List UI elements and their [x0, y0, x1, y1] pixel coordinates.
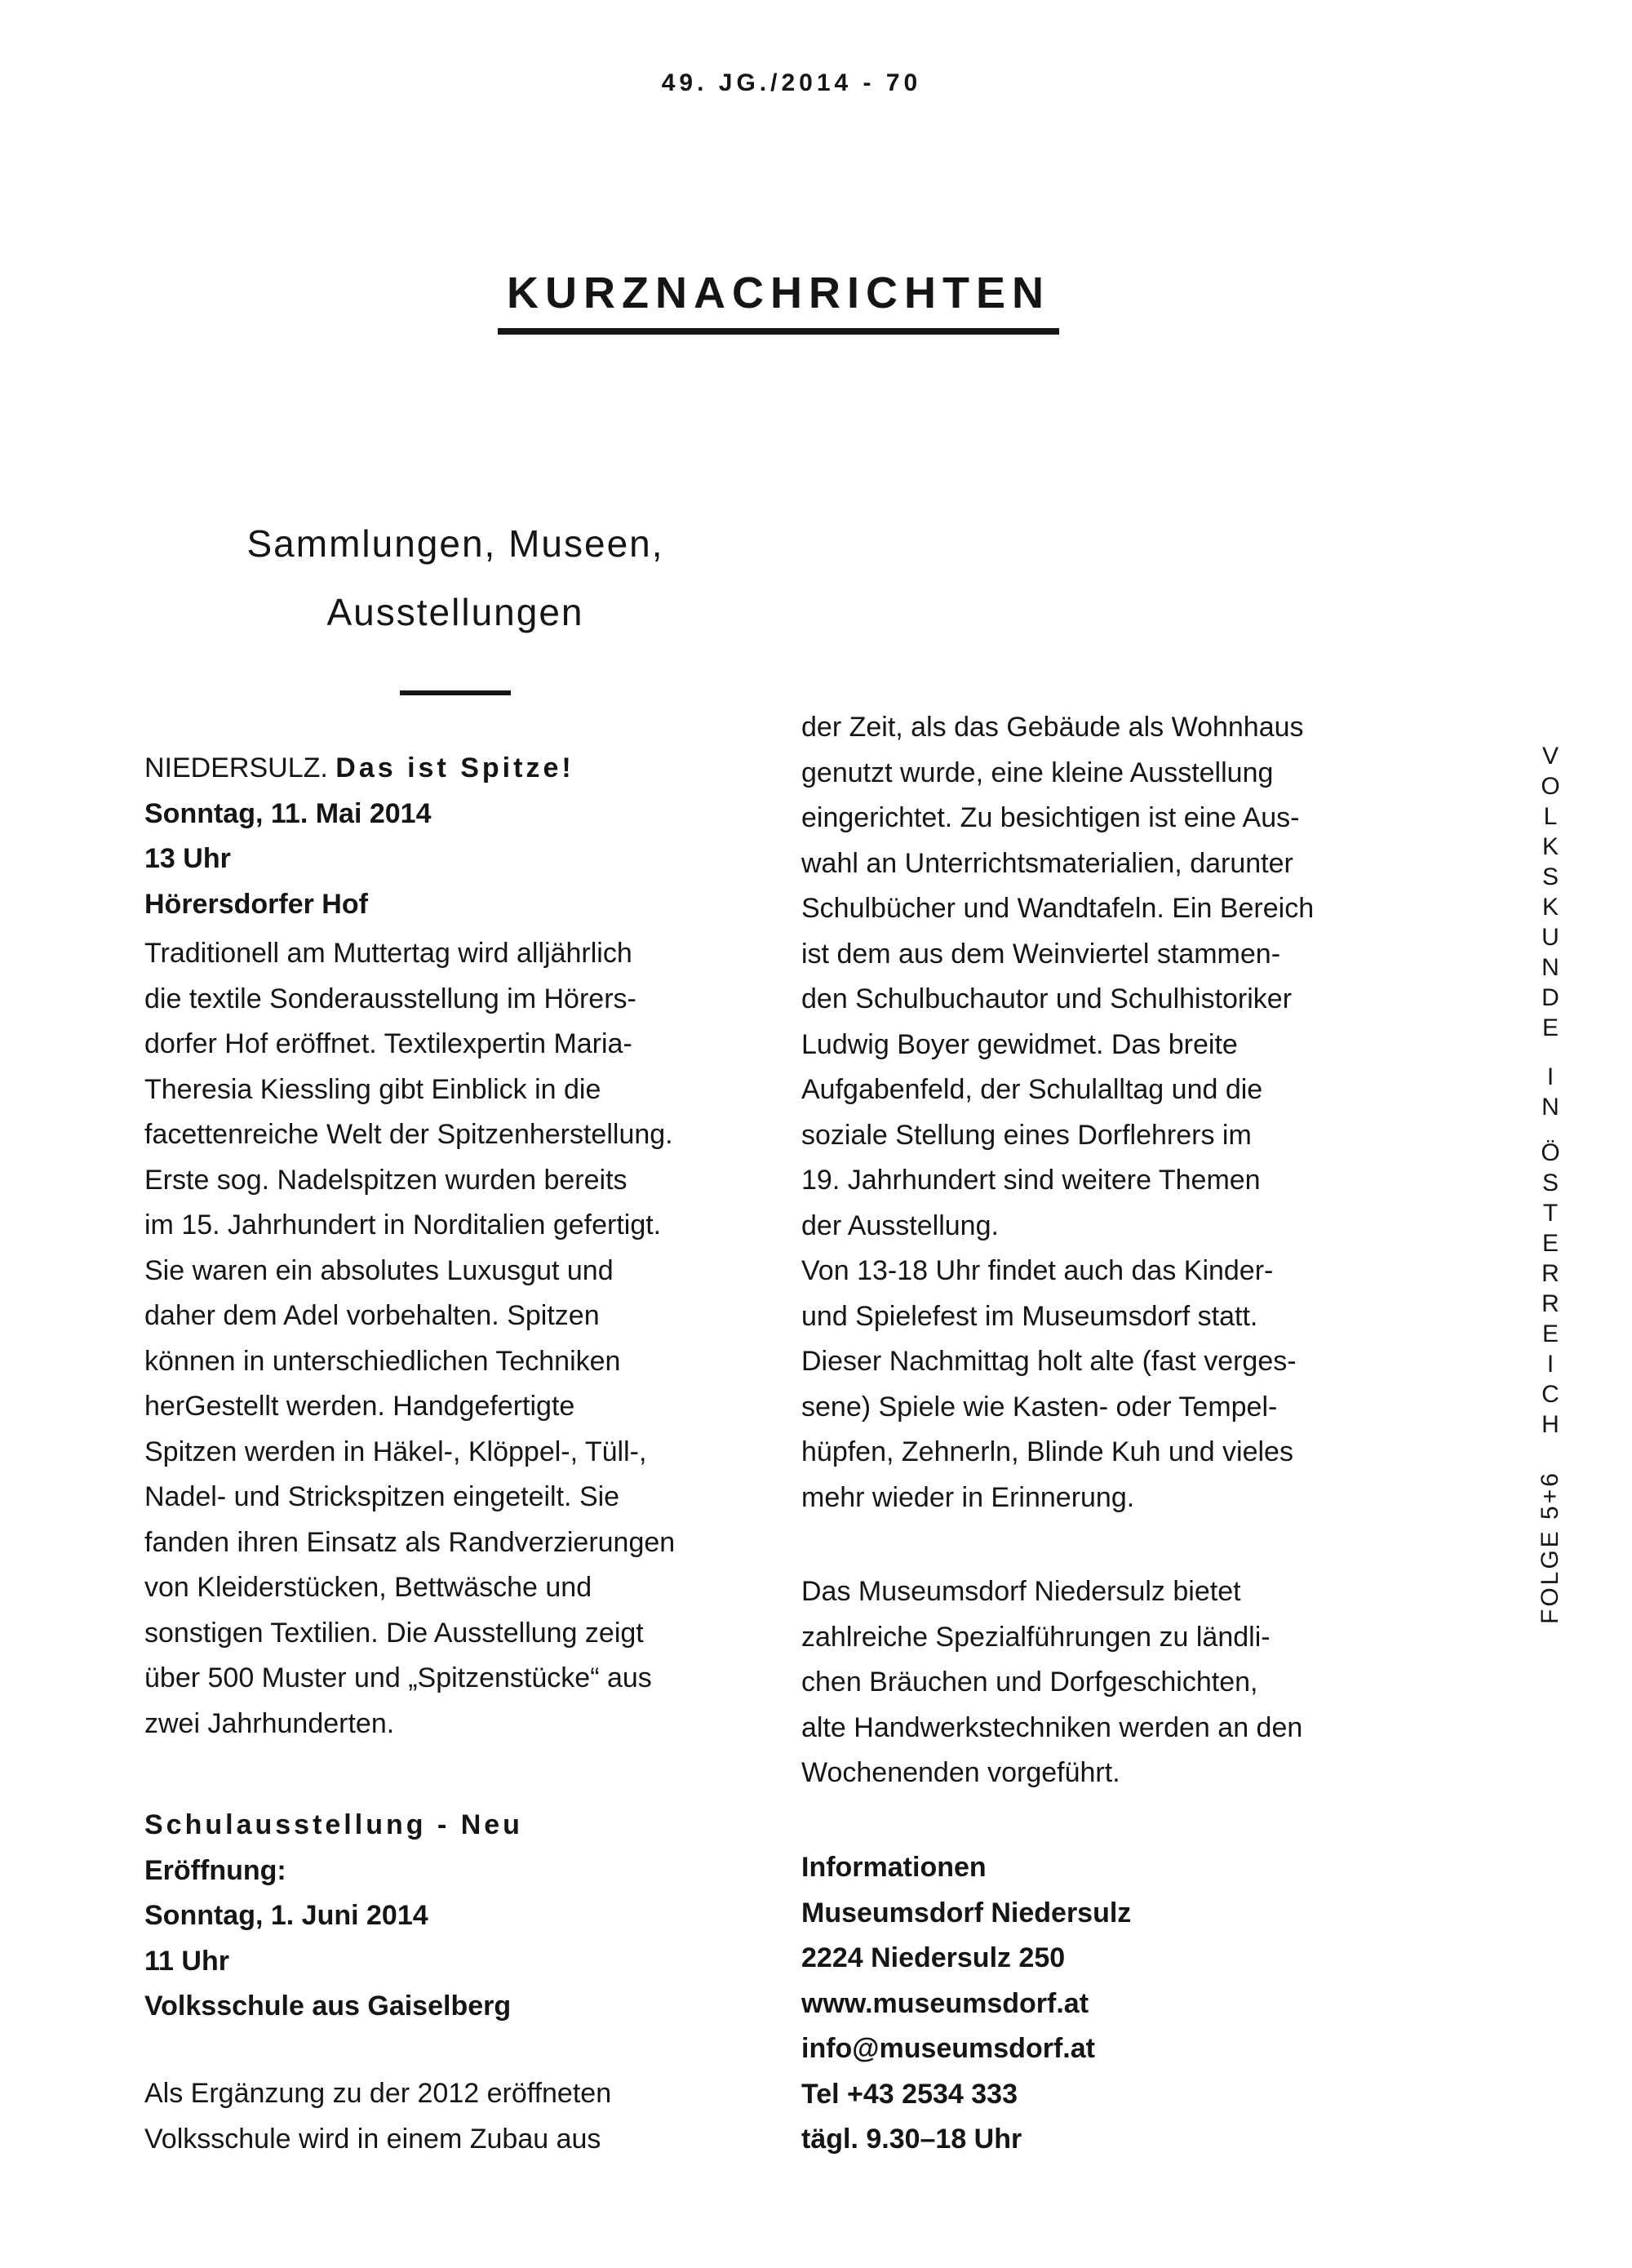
sidebar-letter: U [1541, 924, 1559, 951]
info-hours: tägl. 9.30–18 Uhr [801, 2124, 1022, 2155]
sidebar-letter: E [1541, 1230, 1559, 1257]
event-date: Sonntag, 11. Mai 2014 [144, 797, 432, 829]
body-line: der Zeit, als das Gebäude als Wohnhaus [801, 712, 1304, 743]
body-line: und Spielefest im Museumsdorf statt. [801, 1300, 1258, 1332]
body-line: fanden ihren Einsatz als Randverzierungen [144, 1526, 676, 1558]
body-line: die textile Sonderausstellung im Hörers- [144, 983, 636, 1014]
body-line: soziale Stellung eines Dorflehrers im [801, 1119, 1252, 1151]
event-venue: Hörersdorfer Hof [144, 888, 368, 920]
body-line: Dieser Nachmittag holt alte (fast verges- [801, 1346, 1297, 1377]
body-line: Als Ergänzung zu der 2012 eröffneten [144, 2078, 612, 2109]
body-line: über 500 Muster und „Spitzenstücke“ aus [144, 1662, 652, 1693]
body-line: 19. Jahrhundert sind weitere Themen [801, 1165, 1261, 1196]
body-line: zwei Jahrhunderten. [144, 1707, 395, 1739]
sidebar-letter: S [1541, 863, 1559, 890]
sidebar-letter: I [1546, 1351, 1554, 1378]
body-line: Aufgabenfeld, der Schulalltag und die [801, 1074, 1263, 1105]
body-line: zahlreiche Spezialführungen zu ländli- [801, 1621, 1271, 1653]
body-line: von Kleiderstücken, Bettwäsche und [144, 1572, 592, 1603]
sidebar-folge-label [1531, 1461, 1570, 1624]
section-heading-line2: Ausstellungen [326, 591, 584, 633]
body-line: der Ausstellung. [801, 1209, 999, 1241]
sidebar-letter: N [1541, 1094, 1559, 1121]
info-website: www.museumsdorf.at [801, 1987, 1089, 2019]
body-line: können in unterschiedlichen Techniken [144, 1345, 621, 1377]
sidebar-series-title [1531, 741, 1570, 1440]
body-line: Volksschule wird in einem Zubau aus [144, 2123, 601, 2155]
sidebar-letter: N [1541, 954, 1559, 981]
event-spitze-body [144, 931, 675, 1746]
sidebar-letter: H [1541, 1411, 1559, 1438]
event-time: 11 Uhr [144, 1945, 229, 1977]
body-line: hüpfen, Zehnerln, Blinde Kuh und vieles [801, 1436, 1293, 1467]
info-block [801, 1845, 1131, 2163]
body-line: im 15. Jahrhundert in Norditalien gefertigt. [144, 1209, 662, 1241]
sidebar-letter: R [1541, 1260, 1559, 1287]
body-line: sene) Spiele wie Kasten- oder Tempel- [801, 1391, 1278, 1422]
body-line: Traditionell am Muttertag wird alljährlich [144, 938, 632, 969]
body-line: Wochenenden vorgeführt. [801, 1757, 1120, 1788]
event-location: NIEDERSULZ. [144, 752, 328, 783]
body-line: Sie waren ein absolutes Luxusgut und [144, 1254, 614, 1286]
body-line: chen Bräuchen und Dorfgeschichten, [801, 1667, 1258, 1698]
sidebar-letter: T [1542, 1200, 1559, 1227]
issue-header: 49. JG./2014 - 70 [661, 69, 922, 96]
sidebar-letter: K [1541, 894, 1559, 921]
body-line: genutzt wurde, eine kleine Ausstellung [801, 757, 1274, 788]
sidebar-letter: E [1541, 1320, 1559, 1347]
page-title: KURZNACHRICHTEN [507, 269, 1050, 317]
event-title: Das ist Spitze! [335, 752, 574, 783]
event-schule-body [144, 2071, 611, 2162]
sidebar-letter: L [1543, 803, 1558, 830]
body-line: dorfer Hof eröffnet. Textilexpertin Maria- [144, 1028, 632, 1059]
body-line: Theresia Kiessling gibt Einblick in die [144, 1073, 601, 1105]
info-name: Museumsdorf Niedersulz [801, 1897, 1132, 1928]
body-line: Schulbücher und Wandtafeln. Ein Bereich [801, 893, 1315, 924]
event-schule-header [144, 1803, 523, 2030]
sidebar-letter: K [1541, 833, 1559, 860]
folge-text: FOLGE 5+6 [1537, 1471, 1563, 1624]
body-line: wahl an Unterrichtsmaterialien, darunter [801, 847, 1293, 879]
info-email: info@museumsdorf.at [801, 2033, 1095, 2064]
body-line: Nadel- und Strickspitzen eingeteilt. Sie [144, 1481, 620, 1512]
event-opening-label: Eröffnung: [144, 1854, 286, 1886]
section-heading-line1: Sammlungen, Museen, [246, 522, 664, 565]
body-line: facettenreiche Welt der Spitzenherstellung. [144, 1119, 673, 1150]
body-line: Das Museumsdorf Niedersulz bietet [801, 1576, 1241, 1607]
info-address: 2224 Niedersulz 250 [801, 1942, 1066, 1973]
body-line: herGestellt werden. Handgefertigte [144, 1391, 575, 1422]
info-heading: Informationen [801, 1852, 987, 1883]
sidebar-letter: I [1546, 1063, 1554, 1090]
body-line: daher dem Adel vorbehalten. Spitzen [144, 1300, 600, 1331]
body-line: ist dem aus dem Weinviertel stammen- [801, 938, 1281, 970]
sidebar-letter: O [1541, 773, 1560, 800]
sidebar-letter: Ö [1541, 1139, 1560, 1166]
sidebar-letter: D [1541, 984, 1559, 1011]
event-time: 13 Uhr [144, 843, 231, 874]
event-venue: Volksschule aus Gaiselberg [144, 1991, 512, 2022]
sidebar-letter: V [1541, 743, 1559, 770]
sidebar-letter: R [1541, 1290, 1559, 1317]
right-paragraph-1 [801, 705, 1314, 1520]
sidebar-letter: S [1541, 1170, 1559, 1196]
right-paragraph-2 [801, 1569, 1302, 1796]
body-line: Spitzen werden in Häkel-, Klöppel-, Tüll-, [144, 1436, 647, 1467]
section-heading [145, 509, 765, 646]
body-line: mehr wieder in Erinnerung. [801, 1481, 1135, 1513]
info-phone: Tel +43 2534 333 [801, 2078, 1018, 2110]
event-spitze-header [144, 746, 574, 927]
section-divider-rule [400, 690, 511, 695]
body-line: Von 13-18 Uhr findet auch das Kinder- [801, 1255, 1274, 1286]
event-title: Schulausstellung - Neu [144, 1809, 523, 1840]
title-underline-rule [498, 328, 1059, 335]
sidebar-letter: C [1541, 1381, 1559, 1408]
body-line: alte Handwerkstechniken werden an den [801, 1711, 1303, 1743]
event-location-title-line [144, 746, 574, 792]
sidebar-letter: E [1541, 1014, 1559, 1041]
body-line: eingerichtet. Zu besichtigen ist eine Aus- [801, 802, 1300, 833]
body-line: Erste sog. Nadelspitzen wurden bereits [144, 1164, 628, 1196]
event-date: Sonntag, 1. Juni 2014 [144, 1900, 428, 1931]
body-line: Ludwig Boyer gewidmet. Das breite [801, 1028, 1238, 1060]
body-line: den Schulbuchautor und Schulhistoriker [801, 983, 1293, 1014]
body-line: sonstigen Textilien. Die Ausstellung zeigt [144, 1617, 644, 1649]
